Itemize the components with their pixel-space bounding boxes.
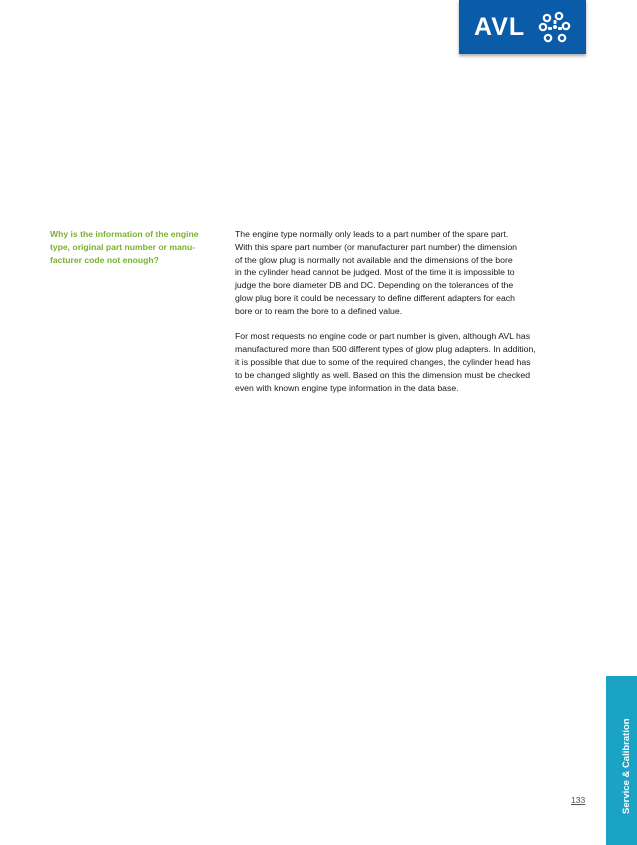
page-number: 133 (571, 795, 586, 805)
question-line: type, original part number or manu- (50, 242, 196, 252)
question-line: facturer code not enough? (50, 255, 159, 265)
paragraph-1-line: With this spare part number (or manufacturer part number) the dimension (235, 241, 517, 252)
question-heading (50, 228, 220, 267)
section-tab (606, 676, 637, 845)
logo-emblem-icon (537, 10, 573, 46)
logo-text: AVL (474, 13, 526, 41)
paragraph-2-line: it is possible that due to some of the required changes, the cylinder head has (235, 356, 531, 367)
paragraph-2-line: manufactured more than 500 different types of glow plug adapters. In addition, (235, 344, 536, 355)
section-tab-label: Service & Calibration (621, 718, 632, 814)
paragraph-1-line: bore or to ream the bore to a defined value. (235, 305, 403, 316)
paragraph-1-line: judge the bore diameter DB and DC. Depending on the tolerances of the (235, 280, 514, 291)
paragraph-2-line: For most requests no engine code or part number is given, although AVL has (235, 331, 531, 342)
paragraph-2-line: to be changed slightly as well. Based on this the dimension must be checked (235, 369, 531, 380)
paragraph-1-line: glow plug bore it could be necessary to define different adapters for each (235, 292, 515, 303)
paragraph-1-line: The engine type normally only leads to a part number of the spare part. (235, 229, 509, 239)
answer-text (235, 228, 595, 394)
paragraph-2-line: even with known engine type information in the data base. (235, 382, 459, 393)
paragraph-1-line: of the glow plug is normally not available and the dimensions of the bore (235, 254, 513, 265)
paragraph-1-line: in the cylinder head cannot be judged. Most of the time it is impossible to (235, 267, 515, 278)
question-line: Why is the information of the engine (50, 229, 199, 239)
paragraph-spacer (235, 318, 595, 331)
avl-logo (459, 0, 586, 54)
